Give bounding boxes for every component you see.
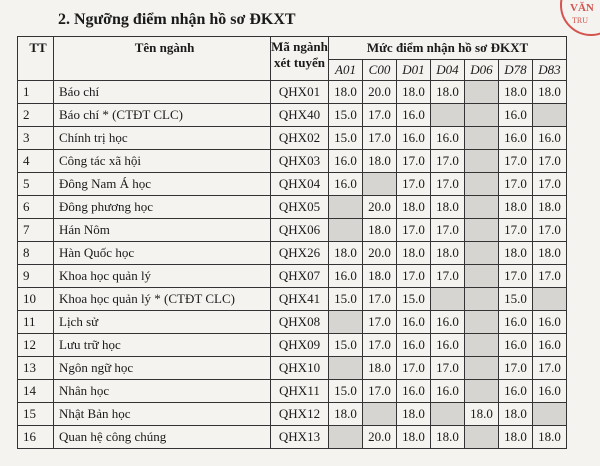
score-cell: 20.0 bbox=[363, 242, 397, 265]
score-cell: 18.0 bbox=[363, 219, 397, 242]
score-cell: 18.0 bbox=[499, 196, 533, 219]
row-number: 1 bbox=[18, 81, 54, 104]
major-name: Hàn Quốc học bbox=[54, 242, 271, 265]
score-cell: 16.0 bbox=[397, 127, 431, 150]
major-name: Báo chí * (CTĐT CLC) bbox=[54, 104, 271, 127]
score-cell: 18.0 bbox=[397, 403, 431, 426]
score-cell: 17.0 bbox=[363, 380, 397, 403]
major-code: QHX05 bbox=[271, 196, 329, 219]
score-cell: 18.0 bbox=[363, 265, 397, 288]
score-cell: 17.0 bbox=[397, 219, 431, 242]
score-cell: 16.0 bbox=[533, 311, 567, 334]
score-cell: 16.0 bbox=[499, 104, 533, 127]
score-cell: 16.0 bbox=[431, 311, 465, 334]
score-table bbox=[17, 36, 567, 449]
score-cell: 16.0 bbox=[499, 334, 533, 357]
major-name: Chính trị học bbox=[54, 127, 271, 150]
score-cell: 18.0 bbox=[533, 242, 567, 265]
score-cell: 18.0 bbox=[431, 426, 465, 449]
score-cell: 15.0 bbox=[329, 380, 363, 403]
score-cell bbox=[533, 288, 567, 311]
row-number: 4 bbox=[18, 150, 54, 173]
score-cell bbox=[465, 311, 499, 334]
major-code: QHX40 bbox=[271, 104, 329, 127]
major-code: QHX13 bbox=[271, 426, 329, 449]
score-cell: 18.0 bbox=[499, 403, 533, 426]
score-cell bbox=[329, 196, 363, 219]
score-cell bbox=[465, 380, 499, 403]
score-cell bbox=[431, 288, 465, 311]
score-cell bbox=[431, 403, 465, 426]
row-number: 5 bbox=[18, 173, 54, 196]
score-cell: 20.0 bbox=[363, 196, 397, 219]
score-cell bbox=[465, 104, 499, 127]
score-cell: 16.0 bbox=[431, 127, 465, 150]
major-code: QHX12 bbox=[271, 403, 329, 426]
score-cell: 18.0 bbox=[533, 196, 567, 219]
score-cell: 20.0 bbox=[363, 81, 397, 104]
score-cell: 18.0 bbox=[397, 196, 431, 219]
score-cell: 17.0 bbox=[499, 150, 533, 173]
major-name: Khoa học quản lý * (CTĐT CLC) bbox=[54, 288, 271, 311]
score-cell: 17.0 bbox=[431, 219, 465, 242]
major-name: Quan hệ công chúng bbox=[54, 426, 271, 449]
score-cell: 17.0 bbox=[363, 104, 397, 127]
major-code: QHX02 bbox=[271, 127, 329, 150]
score-cell: 16.0 bbox=[329, 265, 363, 288]
score-cell: 18.0 bbox=[329, 81, 363, 104]
score-cell: 17.0 bbox=[363, 311, 397, 334]
major-code: QHX08 bbox=[271, 311, 329, 334]
major-name: Đông Nam Á học bbox=[54, 173, 271, 196]
table-row bbox=[18, 150, 567, 173]
major-name: Báo chí bbox=[54, 81, 271, 104]
table-row bbox=[18, 196, 567, 219]
combo-header: D01 bbox=[397, 60, 431, 81]
score-cell: 17.0 bbox=[363, 334, 397, 357]
score-cell: 17.0 bbox=[431, 357, 465, 380]
score-cell: 17.0 bbox=[397, 357, 431, 380]
score-cell bbox=[363, 403, 397, 426]
score-cell bbox=[465, 173, 499, 196]
major-code: QHX41 bbox=[271, 288, 329, 311]
score-cell: 17.0 bbox=[499, 219, 533, 242]
score-cell bbox=[465, 265, 499, 288]
major-code: QHX09 bbox=[271, 334, 329, 357]
row-number: 13 bbox=[18, 357, 54, 380]
table-row bbox=[18, 242, 567, 265]
combo-header: A01 bbox=[329, 60, 363, 81]
score-cell: 15.0 bbox=[329, 104, 363, 127]
score-cell bbox=[465, 334, 499, 357]
header-name: Tên ngành bbox=[54, 37, 271, 81]
score-cell bbox=[465, 81, 499, 104]
score-cell: 16.0 bbox=[397, 380, 431, 403]
score-cell: 18.0 bbox=[363, 357, 397, 380]
table-row bbox=[18, 219, 567, 242]
row-number: 8 bbox=[18, 242, 54, 265]
header-tt: TT bbox=[18, 37, 54, 81]
score-cell: 17.0 bbox=[499, 173, 533, 196]
score-cell bbox=[465, 219, 499, 242]
score-cell bbox=[533, 403, 567, 426]
major-name: Ngôn ngữ học bbox=[54, 357, 271, 380]
score-cell: 15.0 bbox=[329, 127, 363, 150]
score-cell bbox=[465, 242, 499, 265]
table-row bbox=[18, 334, 567, 357]
table-row bbox=[18, 288, 567, 311]
major-name: Nhật Bản học bbox=[54, 403, 271, 426]
major-code: QHX10 bbox=[271, 357, 329, 380]
score-cell: 17.0 bbox=[363, 288, 397, 311]
stamp-text-2: TRU bbox=[572, 16, 588, 25]
major-name: Lịch sử bbox=[54, 311, 271, 334]
row-number: 7 bbox=[18, 219, 54, 242]
major-code: QHX07 bbox=[271, 265, 329, 288]
stamp-text-1: VĂN bbox=[570, 2, 594, 14]
score-cell: 15.0 bbox=[329, 288, 363, 311]
row-number: 9 bbox=[18, 265, 54, 288]
row-number: 10 bbox=[18, 288, 54, 311]
major-name: Công tác xã hội bbox=[54, 150, 271, 173]
score-cell: 16.0 bbox=[397, 311, 431, 334]
row-number: 6 bbox=[18, 196, 54, 219]
table-row bbox=[18, 104, 567, 127]
score-cell: 18.0 bbox=[363, 150, 397, 173]
score-cell: 17.0 bbox=[397, 265, 431, 288]
table-row bbox=[18, 403, 567, 426]
row-number: 15 bbox=[18, 403, 54, 426]
score-cell bbox=[329, 311, 363, 334]
row-number: 2 bbox=[18, 104, 54, 127]
score-cell: 18.0 bbox=[499, 81, 533, 104]
table-row bbox=[18, 357, 567, 380]
score-cell: 15.0 bbox=[397, 288, 431, 311]
major-name: Đông phương học bbox=[54, 196, 271, 219]
major-name: Lưu trữ học bbox=[54, 334, 271, 357]
score-cell bbox=[329, 426, 363, 449]
score-cell: 18.0 bbox=[499, 242, 533, 265]
score-cell: 17.0 bbox=[533, 357, 567, 380]
score-cell bbox=[465, 127, 499, 150]
combo-header: D04 bbox=[431, 60, 465, 81]
score-cell bbox=[329, 219, 363, 242]
score-cell: 17.0 bbox=[533, 150, 567, 173]
major-code: QHX03 bbox=[271, 150, 329, 173]
score-cell: 16.0 bbox=[499, 127, 533, 150]
score-cell: 17.0 bbox=[397, 150, 431, 173]
score-cell: 17.0 bbox=[533, 173, 567, 196]
header-score-group: Mức điểm nhận hồ sơ ĐKXT bbox=[329, 37, 567, 60]
table-row bbox=[18, 380, 567, 403]
header-code: Mã ngành xét tuyển bbox=[271, 37, 329, 81]
score-cell: 17.0 bbox=[431, 265, 465, 288]
row-number: 16 bbox=[18, 426, 54, 449]
score-cell bbox=[465, 357, 499, 380]
score-cell: 17.0 bbox=[431, 173, 465, 196]
row-number: 12 bbox=[18, 334, 54, 357]
score-cell: 17.0 bbox=[499, 357, 533, 380]
score-cell: 18.0 bbox=[533, 426, 567, 449]
score-cell: 16.0 bbox=[329, 173, 363, 196]
score-cell: 17.0 bbox=[533, 265, 567, 288]
combo-header: D78 bbox=[499, 60, 533, 81]
score-cell: 18.0 bbox=[397, 426, 431, 449]
score-cell: 15.0 bbox=[499, 288, 533, 311]
score-cell bbox=[363, 173, 397, 196]
score-cell: 17.0 bbox=[363, 127, 397, 150]
table-row bbox=[18, 81, 567, 104]
score-cell: 16.0 bbox=[329, 150, 363, 173]
table-row bbox=[18, 426, 567, 449]
score-cell: 17.0 bbox=[397, 173, 431, 196]
section-heading: 2. Ngưỡng điểm nhận hồ sơ ĐKXT bbox=[58, 11, 296, 28]
row-number: 14 bbox=[18, 380, 54, 403]
score-cell: 18.0 bbox=[397, 81, 431, 104]
score-cell: 18.0 bbox=[397, 242, 431, 265]
major-code: QHX06 bbox=[271, 219, 329, 242]
table-row bbox=[18, 311, 567, 334]
score-cell bbox=[465, 426, 499, 449]
major-name: Nhân học bbox=[54, 380, 271, 403]
combo-header: C00 bbox=[363, 60, 397, 81]
table-row bbox=[18, 173, 567, 196]
score-cell: 20.0 bbox=[363, 426, 397, 449]
red-stamp bbox=[560, 0, 600, 36]
score-cell: 17.0 bbox=[533, 219, 567, 242]
major-name: Hán Nôm bbox=[54, 219, 271, 242]
score-cell: 16.0 bbox=[397, 104, 431, 127]
table-body bbox=[18, 81, 567, 449]
combo-header: D83 bbox=[533, 60, 567, 81]
score-cell: 18.0 bbox=[533, 81, 567, 104]
score-cell bbox=[329, 357, 363, 380]
score-cell: 18.0 bbox=[329, 403, 363, 426]
score-cell: 18.0 bbox=[329, 242, 363, 265]
major-code: QHX01 bbox=[271, 81, 329, 104]
major-code: QHX11 bbox=[271, 380, 329, 403]
score-cell bbox=[465, 150, 499, 173]
combo-header: D06 bbox=[465, 60, 499, 81]
score-cell bbox=[465, 196, 499, 219]
score-cell: 16.0 bbox=[431, 334, 465, 357]
score-cell bbox=[533, 104, 567, 127]
score-cell: 18.0 bbox=[465, 403, 499, 426]
score-cell: 16.0 bbox=[499, 380, 533, 403]
score-cell: 16.0 bbox=[533, 380, 567, 403]
table-row bbox=[18, 265, 567, 288]
score-cell: 16.0 bbox=[533, 127, 567, 150]
major-name: Khoa học quản lý bbox=[54, 265, 271, 288]
score-cell: 16.0 bbox=[533, 334, 567, 357]
score-cell: 16.0 bbox=[431, 380, 465, 403]
major-code: QHX04 bbox=[271, 173, 329, 196]
score-cell: 15.0 bbox=[329, 334, 363, 357]
score-cell: 16.0 bbox=[499, 311, 533, 334]
score-cell: 18.0 bbox=[431, 196, 465, 219]
score-cell bbox=[431, 104, 465, 127]
major-code: QHX26 bbox=[271, 242, 329, 265]
score-cell: 16.0 bbox=[397, 334, 431, 357]
score-cell: 18.0 bbox=[431, 81, 465, 104]
score-cell: 18.0 bbox=[499, 426, 533, 449]
table-row bbox=[18, 127, 567, 150]
score-cell: 18.0 bbox=[431, 242, 465, 265]
score-cell: 17.0 bbox=[431, 150, 465, 173]
row-number: 3 bbox=[18, 127, 54, 150]
row-number: 11 bbox=[18, 311, 54, 334]
score-cell bbox=[465, 288, 499, 311]
score-cell: 17.0 bbox=[499, 265, 533, 288]
